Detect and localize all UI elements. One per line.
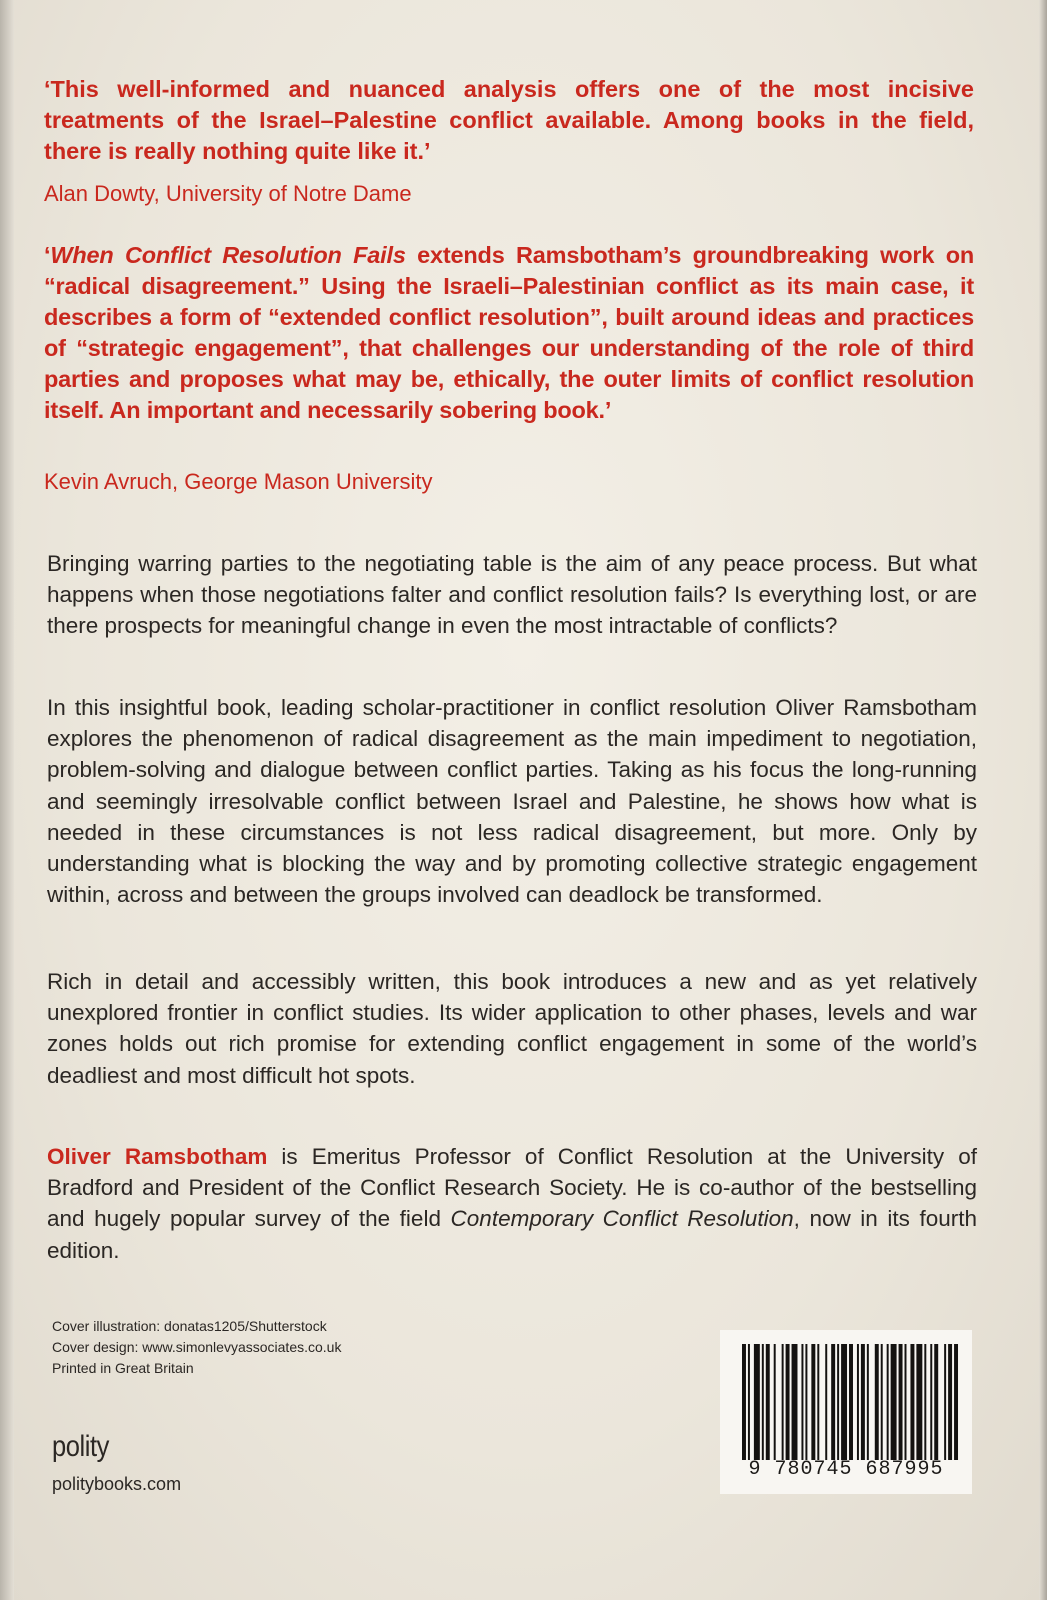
credit-design: Cover design: www.simonlevyassociates.co.uk bbox=[52, 1339, 342, 1355]
barcode-bar-1 bbox=[748, 1344, 750, 1460]
credit-illustration: Cover illustration: donatas1205/Shutterstock bbox=[52, 1318, 327, 1334]
barcode-bar-14 bbox=[831, 1344, 835, 1460]
barcode-bar-17 bbox=[849, 1344, 853, 1460]
barcode-bar-33 bbox=[948, 1344, 952, 1460]
barcode-bar-23 bbox=[887, 1344, 889, 1460]
barcode-bar-28 bbox=[916, 1344, 922, 1460]
barcode-bar-12 bbox=[817, 1344, 819, 1460]
barcode-bar-24 bbox=[891, 1344, 897, 1460]
barcode-bar-5 bbox=[774, 1344, 776, 1460]
barcode-bar-0 bbox=[742, 1344, 746, 1460]
barcode-bars bbox=[742, 1344, 960, 1460]
barcode-bar-6 bbox=[782, 1344, 784, 1460]
barcode-bar-21 bbox=[875, 1344, 879, 1460]
barcode-bar-19 bbox=[861, 1344, 865, 1460]
barcode-bar-34 bbox=[954, 1344, 958, 1460]
cover-edge-right bbox=[1039, 0, 1047, 1600]
barcode-bar-29 bbox=[924, 1344, 926, 1460]
cover-credits bbox=[52, 1316, 341, 1379]
barcode-bar-13 bbox=[825, 1344, 827, 1460]
author-bio bbox=[47, 1141, 977, 1266]
endorsement-attribution-1: Alan Dowty, University of Notre Dame bbox=[44, 181, 412, 206]
description-paragraph-3: Rich in detail and accessibly written, this book introduces a new and as yet relatively unexplored frontier in conflict studies. Its wider application to other phases, levels and war zones holds out rich promise for extending conflict engagement in some of the world’s deadliest and most difficult hot spots. bbox=[47, 969, 977, 1088]
barcode-bar-32 bbox=[944, 1344, 946, 1460]
publisher-logo: polity bbox=[52, 1430, 109, 1463]
cover-edge-left bbox=[0, 0, 14, 1600]
endorsement-quote-2 bbox=[44, 240, 974, 426]
barcode-bar-15 bbox=[837, 1344, 839, 1460]
author-name: Oliver Ramsbotham bbox=[47, 1144, 268, 1169]
barcode-bar-8 bbox=[792, 1344, 798, 1460]
barcode-number: 9 780745 687995 bbox=[748, 1458, 944, 1481]
endorsement-attribution-2: Kevin Avruch, George Mason University bbox=[44, 469, 433, 494]
endorsement-quote-2-text: extends Ramsbotham’s groundbreaking work on “radical disagreement.” Using the Israeli–Palestinian conflict as its main case, it describes a form of “extended conflict resolution”, built around ideas and practices of “strategic engagement”, that challenges our understanding of the role of third parties and proposes what may be, ethically, the outer limits of conflict resolution itself. An important and necessarily sobering book.’ bbox=[44, 242, 974, 423]
barcode-bar-11 bbox=[811, 1344, 815, 1460]
barcode-bar-25 bbox=[899, 1344, 903, 1460]
barcode-bar-9 bbox=[801, 1344, 803, 1460]
endorsement-quote-1: ‘This well-informed and nuanced analysis offers one of the most incisive treatments of the Israel–Palestine conflict available. Among books in the field, there is really nothing quite like it.’ bbox=[44, 76, 974, 164]
description-paragraph-2: In this insightful book, leading scholar-practitioner in conflict resolution Oliver Ramsbotham explores the phenomenon of radical disagreement as the main impediment to negotiation, problem-solving and dialogue between conflict parties. Taking as his focus the long-running and seemingly irresolvable conflict between Israel and Palestine, he shows how what is needed in these circumstances is not less radical disagreement, but more. Only by understanding what is blocking the way and by promoting collective strategic engagement within, across and between the groups involved can deadlock be transformed. bbox=[47, 695, 977, 908]
endorsed-book-title: When Conflict Resolution Fails bbox=[50, 242, 406, 268]
barcode-bar-10 bbox=[805, 1344, 807, 1460]
publisher-website: politybooks.com bbox=[52, 1474, 182, 1494]
description-paragraph-1: Bringing warring parties to the negotiating table is the aim of any peace process. But what happens when those negotiations falter and conflict resolution fails? Is everything lost, or are there prospects for meaningful change in even the most intractable of conflicts? bbox=[47, 551, 977, 639]
author-bio-text-2: , now in its fourth edition. bbox=[47, 1206, 977, 1263]
barcode-bar-31 bbox=[934, 1344, 938, 1460]
barcode-bar-26 bbox=[905, 1344, 907, 1460]
barcode-bar-3 bbox=[762, 1344, 764, 1460]
barcode-bar-22 bbox=[881, 1344, 883, 1460]
quote-open-mark: ‘ bbox=[44, 242, 51, 268]
author-bio-text-1: is Emeritus Professor of Conflict Resolution at the University of Bradford and President of the Conflict Research Society. He is co-author of the bestselling and hugely popular survey of the field bbox=[47, 1144, 977, 1232]
barcode-bar-18 bbox=[857, 1344, 859, 1460]
barcode-bar-30 bbox=[930, 1344, 932, 1460]
barcode-bar-20 bbox=[867, 1344, 869, 1460]
isbn-barcode bbox=[720, 1330, 972, 1494]
credit-printed: Printed in Great Britain bbox=[52, 1360, 194, 1376]
barcode-bar-2 bbox=[754, 1344, 760, 1460]
barcode-bar-16 bbox=[841, 1344, 847, 1460]
author-book-title: Contemporary Conflict Resolution bbox=[450, 1206, 794, 1232]
barcode-bar-4 bbox=[766, 1344, 770, 1460]
barcode-bar-7 bbox=[786, 1344, 790, 1460]
barcode-bar-27 bbox=[910, 1344, 914, 1460]
